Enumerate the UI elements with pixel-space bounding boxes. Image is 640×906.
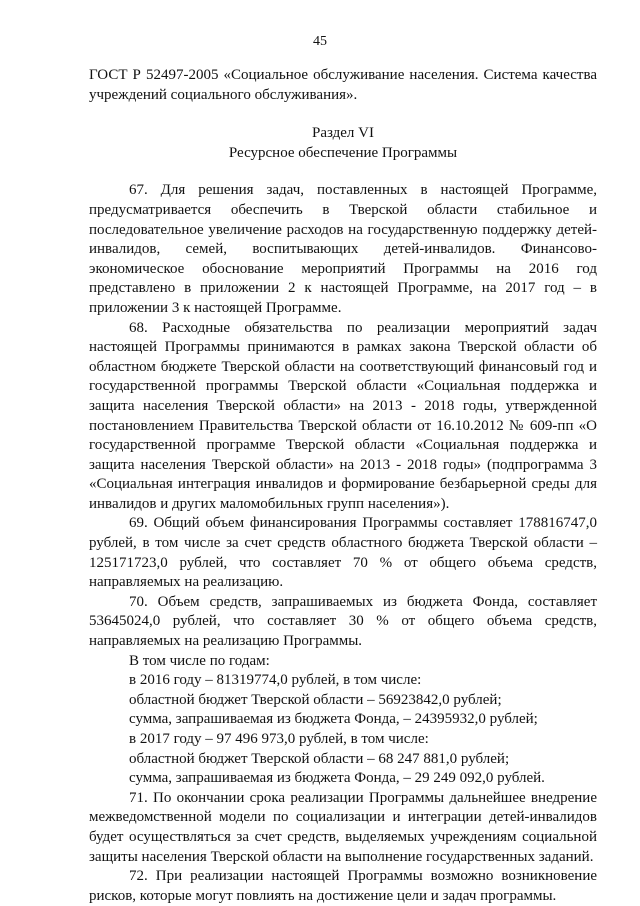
paragraph-68: 68. Расходные обязательства по реализации мероприятий задач настоящей Программы принимаются в рамках закона Тверской области об областном бюджете Тверской области на соответствующий финансовый год и государственной программы Тверской области «Социальная поддержка и защита населения Тверской области» на 2013 - 2018 годы, утвержденной постановлением Правительства Тверской области от 16.10.2012 № 609-пп «О государственной программе Тверской области «Социальная поддержка и защита населения Тверской области» на 2013 - 2018 годы» (подпрограмма 3 «Социальная интеграция инвалидов и формирование безбарьерной среды для инвалидов и других маломобильных групп населения»). — [89, 319, 597, 512]
intro-paragraph: ГОСТ Р 52497-2005 «Социальное обслуживание населения. Система качества учреждений социального обслуживания». — [89, 67, 597, 103]
document-body — [89, 66, 597, 906]
section-title: Ресурсное обеспечение Программы — [228, 144, 458, 161]
page-number: 45 — [313, 34, 327, 49]
funding-line: В том числе по годам: — [129, 652, 270, 669]
paragraph-72: 72. При реализации настоящей Программы возможно возникновение рисков, которые могут повлиять на достижение цели и задач программы. — [89, 868, 597, 904]
paragraph-69: 69. Общий объем финансирования Программы составляет 178816747,0 рублей, в том числе за счет средств областного бюджета Тверской области – 125171723,0 рублей, что составляет 70 % от общего объема средств, направляемых на реализацию. — [89, 515, 597, 591]
funding-by-year — [89, 652, 597, 789]
funding-line: в 2017 году – 97 496 973,0 рублей, в том числе: — [129, 731, 429, 747]
funding-line: областной бюджет Тверской области – 68 247 881,0 рублей; — [129, 750, 510, 767]
funding-line: сумма, запрашиваемая из бюджета Фонда, – 29 249 092,0 рублей. — [129, 770, 545, 787]
funding-line: областной бюджет Тверской области – 56923842,0 рублей; — [129, 691, 502, 708]
paragraph-67: 67. Для решения задач, поставленных в настоящей Программе, предусматривается обеспечить в Тверской области стабильное и последовательное увеличение расходов на государственную поддержку детей-инвалидов, семей, воспитывающих детей-инвалидов. Финансово-экономическое обоснование мероприятий Программы на 2016 год представлено в приложении 2 к настоящей Программе, на 2017 год – в приложении 3 к настоящей Программе. — [89, 182, 597, 316]
section-label: Раздел VI — [311, 125, 374, 142]
paragraph-71: 71. По окончании срока реализации Программы дальнейшее внедрение межведомственной модели по социализации и интеграции детей-инвалидов будет осуществляться за счет средств, выделяемых учреждениям социальной защиты населения Тверской области на выполнение государственных заданий. — [89, 789, 597, 865]
funding-line: в 2016 году – 81319774,0 рублей, в том числе: — [129, 672, 422, 689]
funding-line: сумма, запрашиваемая из бюджета Фонда, – 24395932,0 рублей; — [129, 711, 538, 728]
section-heading — [89, 124, 597, 163]
paragraph-70: 70. Объем средств, запрашиваемых из бюджета Фонда, составляет 53645024,0 рублей, что составляет 30 % от общего объема средств, направляемых на реализацию Программы. — [89, 593, 597, 650]
